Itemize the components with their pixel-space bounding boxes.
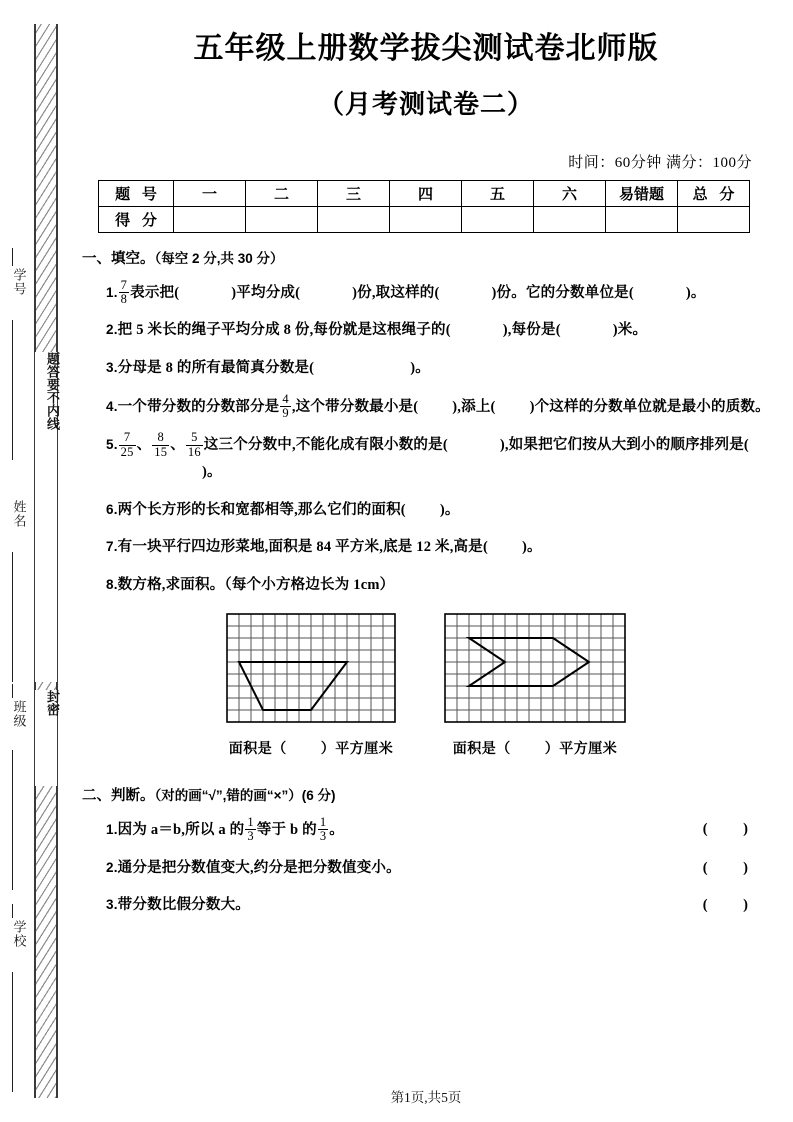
question-item xyxy=(106,497,776,524)
question-item xyxy=(106,355,776,382)
question-text: 表示把( xyxy=(130,284,180,301)
question-item xyxy=(106,892,776,919)
section-2-points: （对的画“√”,错的画“×”）(6 分) xyxy=(154,788,336,804)
score-col-6: 六 xyxy=(534,180,606,206)
question-text: 两个长方形的长和宽都相等,那么它们的面积( xyxy=(117,501,406,518)
figure-caption-before: 面积是（ xyxy=(452,742,511,758)
question-text: ),如果把它们按从大到小的顺序排列是( xyxy=(499,437,749,453)
seal-text-lower: 封密 xyxy=(45,690,60,716)
question-text: 。 xyxy=(329,821,344,838)
question-item xyxy=(106,431,776,485)
question-text: 、 xyxy=(136,437,152,453)
fraction-numerator: 7 xyxy=(120,277,128,292)
score-cell-error[interactable] xyxy=(606,206,678,232)
page-footer xyxy=(76,1086,776,1106)
question-text: 通分是把分数值变大,约分是把分数值变小。 xyxy=(117,859,401,876)
fraction-numerator: 8 xyxy=(157,430,164,445)
figure-caption-after: ）平方厘米 xyxy=(320,742,394,758)
score-cell-total[interactable] xyxy=(678,206,750,232)
question-item xyxy=(106,534,776,561)
page-number-text: 第1页,共5页 xyxy=(390,1090,462,1105)
question-item xyxy=(106,317,776,344)
field-student-id-rule xyxy=(12,248,13,266)
field-student-id xyxy=(4,268,34,301)
question-text: 有一块平行四边形菜地,面积是 84 平方米,底是 12 米,高是( xyxy=(117,539,488,556)
figure-caption-after: ）平方厘米 xyxy=(544,742,618,758)
question-item xyxy=(106,393,776,421)
field-school-rule2 xyxy=(12,972,13,1092)
figure-caption-before: 面积是（ xyxy=(228,742,287,758)
exam-page-content xyxy=(76,0,776,1122)
judge-answer-box[interactable]: ( ) xyxy=(702,859,764,876)
field-class-rule xyxy=(12,684,13,698)
field-student-id-rule2 xyxy=(12,320,13,460)
question-number: 2. xyxy=(106,322,118,338)
score-cell-4[interactable] xyxy=(390,206,462,232)
question-text: 、 xyxy=(170,437,185,453)
question-text: ,这个带分数最小是( xyxy=(291,398,419,415)
question-item xyxy=(106,279,776,307)
score-col-5: 五 xyxy=(462,180,534,206)
field-class-label: 班级 xyxy=(11,700,27,728)
section-2-sep: 、 xyxy=(96,788,111,805)
fraction-numerator: 5 xyxy=(191,430,198,445)
score-col-3: 三 xyxy=(318,180,390,206)
question-number: 5. xyxy=(106,437,118,452)
question-text: )。 xyxy=(521,539,542,556)
question-text: )个这样的分数单位就是最小的质数。 xyxy=(529,398,770,415)
fraction xyxy=(245,816,255,844)
score-cell-3[interactable] xyxy=(318,206,390,232)
question-number: 4. xyxy=(106,398,118,414)
field-name-rule xyxy=(12,552,13,682)
fraction-numerator: 1 xyxy=(247,815,254,830)
figure-caption xyxy=(226,738,396,758)
fraction-denominator: 16 xyxy=(187,444,201,459)
question-number: 7. xyxy=(106,539,118,555)
score-col-1: 一 xyxy=(174,180,246,206)
fraction-numerator: 1 xyxy=(319,815,327,830)
section-heading-1 xyxy=(82,247,776,268)
fraction-denominator: 3 xyxy=(319,829,327,844)
score-cell-2[interactable] xyxy=(246,206,318,232)
field-class xyxy=(4,700,34,733)
field-school-rule xyxy=(12,904,13,918)
question-number: 1. xyxy=(106,821,118,837)
table-row-scores xyxy=(99,206,750,232)
field-class-rule2 xyxy=(12,750,13,890)
trapezoid-grid-svg xyxy=(226,613,396,723)
fraction-numerator: 4 xyxy=(282,391,289,406)
question-number: 3. xyxy=(106,359,118,375)
fraction xyxy=(152,431,169,459)
page-subtitle: （月考测试卷二） xyxy=(317,89,534,119)
question-number: 1. xyxy=(106,284,118,300)
question-text: 因为 a＝b,所以 a 的 xyxy=(117,821,245,838)
section-1-index: 一 xyxy=(82,250,97,267)
question-text: 等于 b 的 xyxy=(256,821,317,838)
arrow-grid-svg xyxy=(444,613,626,723)
score-table-row-label: 题 号 xyxy=(99,180,174,206)
judge-answer-box[interactable]: ( ) xyxy=(702,821,764,838)
question-text: )。 xyxy=(685,284,706,301)
question-text: )份。它的分数单位是( xyxy=(491,284,634,301)
fraction xyxy=(186,431,203,459)
section-2-title: 判断。 xyxy=(111,788,155,805)
score-col-total: 总 分 xyxy=(678,180,750,206)
question-text: 数方格,求面积。（每个小方格边长为 1cm） xyxy=(117,577,395,594)
question-item xyxy=(106,572,776,599)
question-text: 分母是 8 的所有最简真分数是( xyxy=(117,359,315,376)
question-item xyxy=(106,816,776,844)
score-col-error: 易错题 xyxy=(606,180,678,206)
exam-meta: 时间：60分钟 满分：100分 xyxy=(568,154,752,171)
figure-arrow-grid xyxy=(444,613,626,758)
question-item xyxy=(106,855,776,882)
score-table-body xyxy=(99,180,750,232)
section-2-questions xyxy=(76,816,776,919)
question-text: )米。 xyxy=(612,322,648,339)
score-table-row-label-2: 得 分 xyxy=(99,206,174,232)
fraction-denominator: 8 xyxy=(120,291,128,306)
field-name xyxy=(4,500,34,533)
question-text: )。 xyxy=(202,463,222,480)
section-1-questions xyxy=(76,279,776,600)
score-table xyxy=(98,180,750,233)
fraction xyxy=(119,279,129,307)
question-text: )。 xyxy=(439,501,460,518)
table-row-header xyxy=(99,180,750,206)
seal-text-upper: 题答要不内线 xyxy=(45,352,60,430)
question-number: 3. xyxy=(106,897,118,913)
fraction xyxy=(318,816,328,844)
question-text: ),每份是( xyxy=(502,322,561,339)
question-text: 一个带分数的分数部分是 xyxy=(117,398,280,415)
question-number: 2. xyxy=(106,859,118,875)
figure-caption xyxy=(444,738,626,758)
grid-figures xyxy=(76,613,776,758)
score-col-2: 二 xyxy=(246,180,318,206)
score-cell-5[interactable] xyxy=(462,206,534,232)
question-text: 把 5 米长的绳子平均分成 8 份,每份就是这根绳子的( xyxy=(117,322,451,339)
fraction-denominator: 3 xyxy=(247,829,254,844)
field-name-label: 姓名 xyxy=(11,500,27,528)
section-heading-2 xyxy=(82,784,776,805)
section-2-index: 二 xyxy=(82,788,97,805)
fraction-denominator: 25 xyxy=(120,444,134,459)
fraction-numerator: 7 xyxy=(123,430,131,445)
fraction-denominator: 9 xyxy=(282,405,289,420)
score-cell-6[interactable] xyxy=(534,206,606,232)
fraction xyxy=(280,393,290,421)
question-number: 8. xyxy=(106,577,118,593)
judge-answer-box[interactable]: ( ) xyxy=(702,897,764,914)
section-1-points: （每空 2 分,共 30 分） xyxy=(154,250,284,266)
question-text: 这三个分数中,不能化成有限小数的是( xyxy=(203,437,448,453)
fraction xyxy=(119,431,136,459)
page-title: 五年级上册数学拔尖测试卷北师版 xyxy=(193,32,659,65)
section-1-title: 填空。 xyxy=(111,250,155,267)
score-col-4: 四 xyxy=(390,180,462,206)
field-school xyxy=(4,920,34,953)
question-text: )平均分成( xyxy=(231,284,301,301)
section-1-sep: 、 xyxy=(96,250,111,267)
question-number: 6. xyxy=(106,501,118,517)
figure-trapezoid-grid xyxy=(226,613,396,758)
question-text: )份,取这样的( xyxy=(352,284,440,301)
question-text: 带分数比假分数大。 xyxy=(117,897,250,914)
question-text: )。 xyxy=(410,359,430,376)
score-cell-1[interactable] xyxy=(174,206,246,232)
field-student-id-label: 学号 xyxy=(11,268,27,296)
field-school-label: 学校 xyxy=(11,920,27,948)
fraction-denominator: 15 xyxy=(154,444,168,459)
question-text: ),添上( xyxy=(452,398,496,415)
